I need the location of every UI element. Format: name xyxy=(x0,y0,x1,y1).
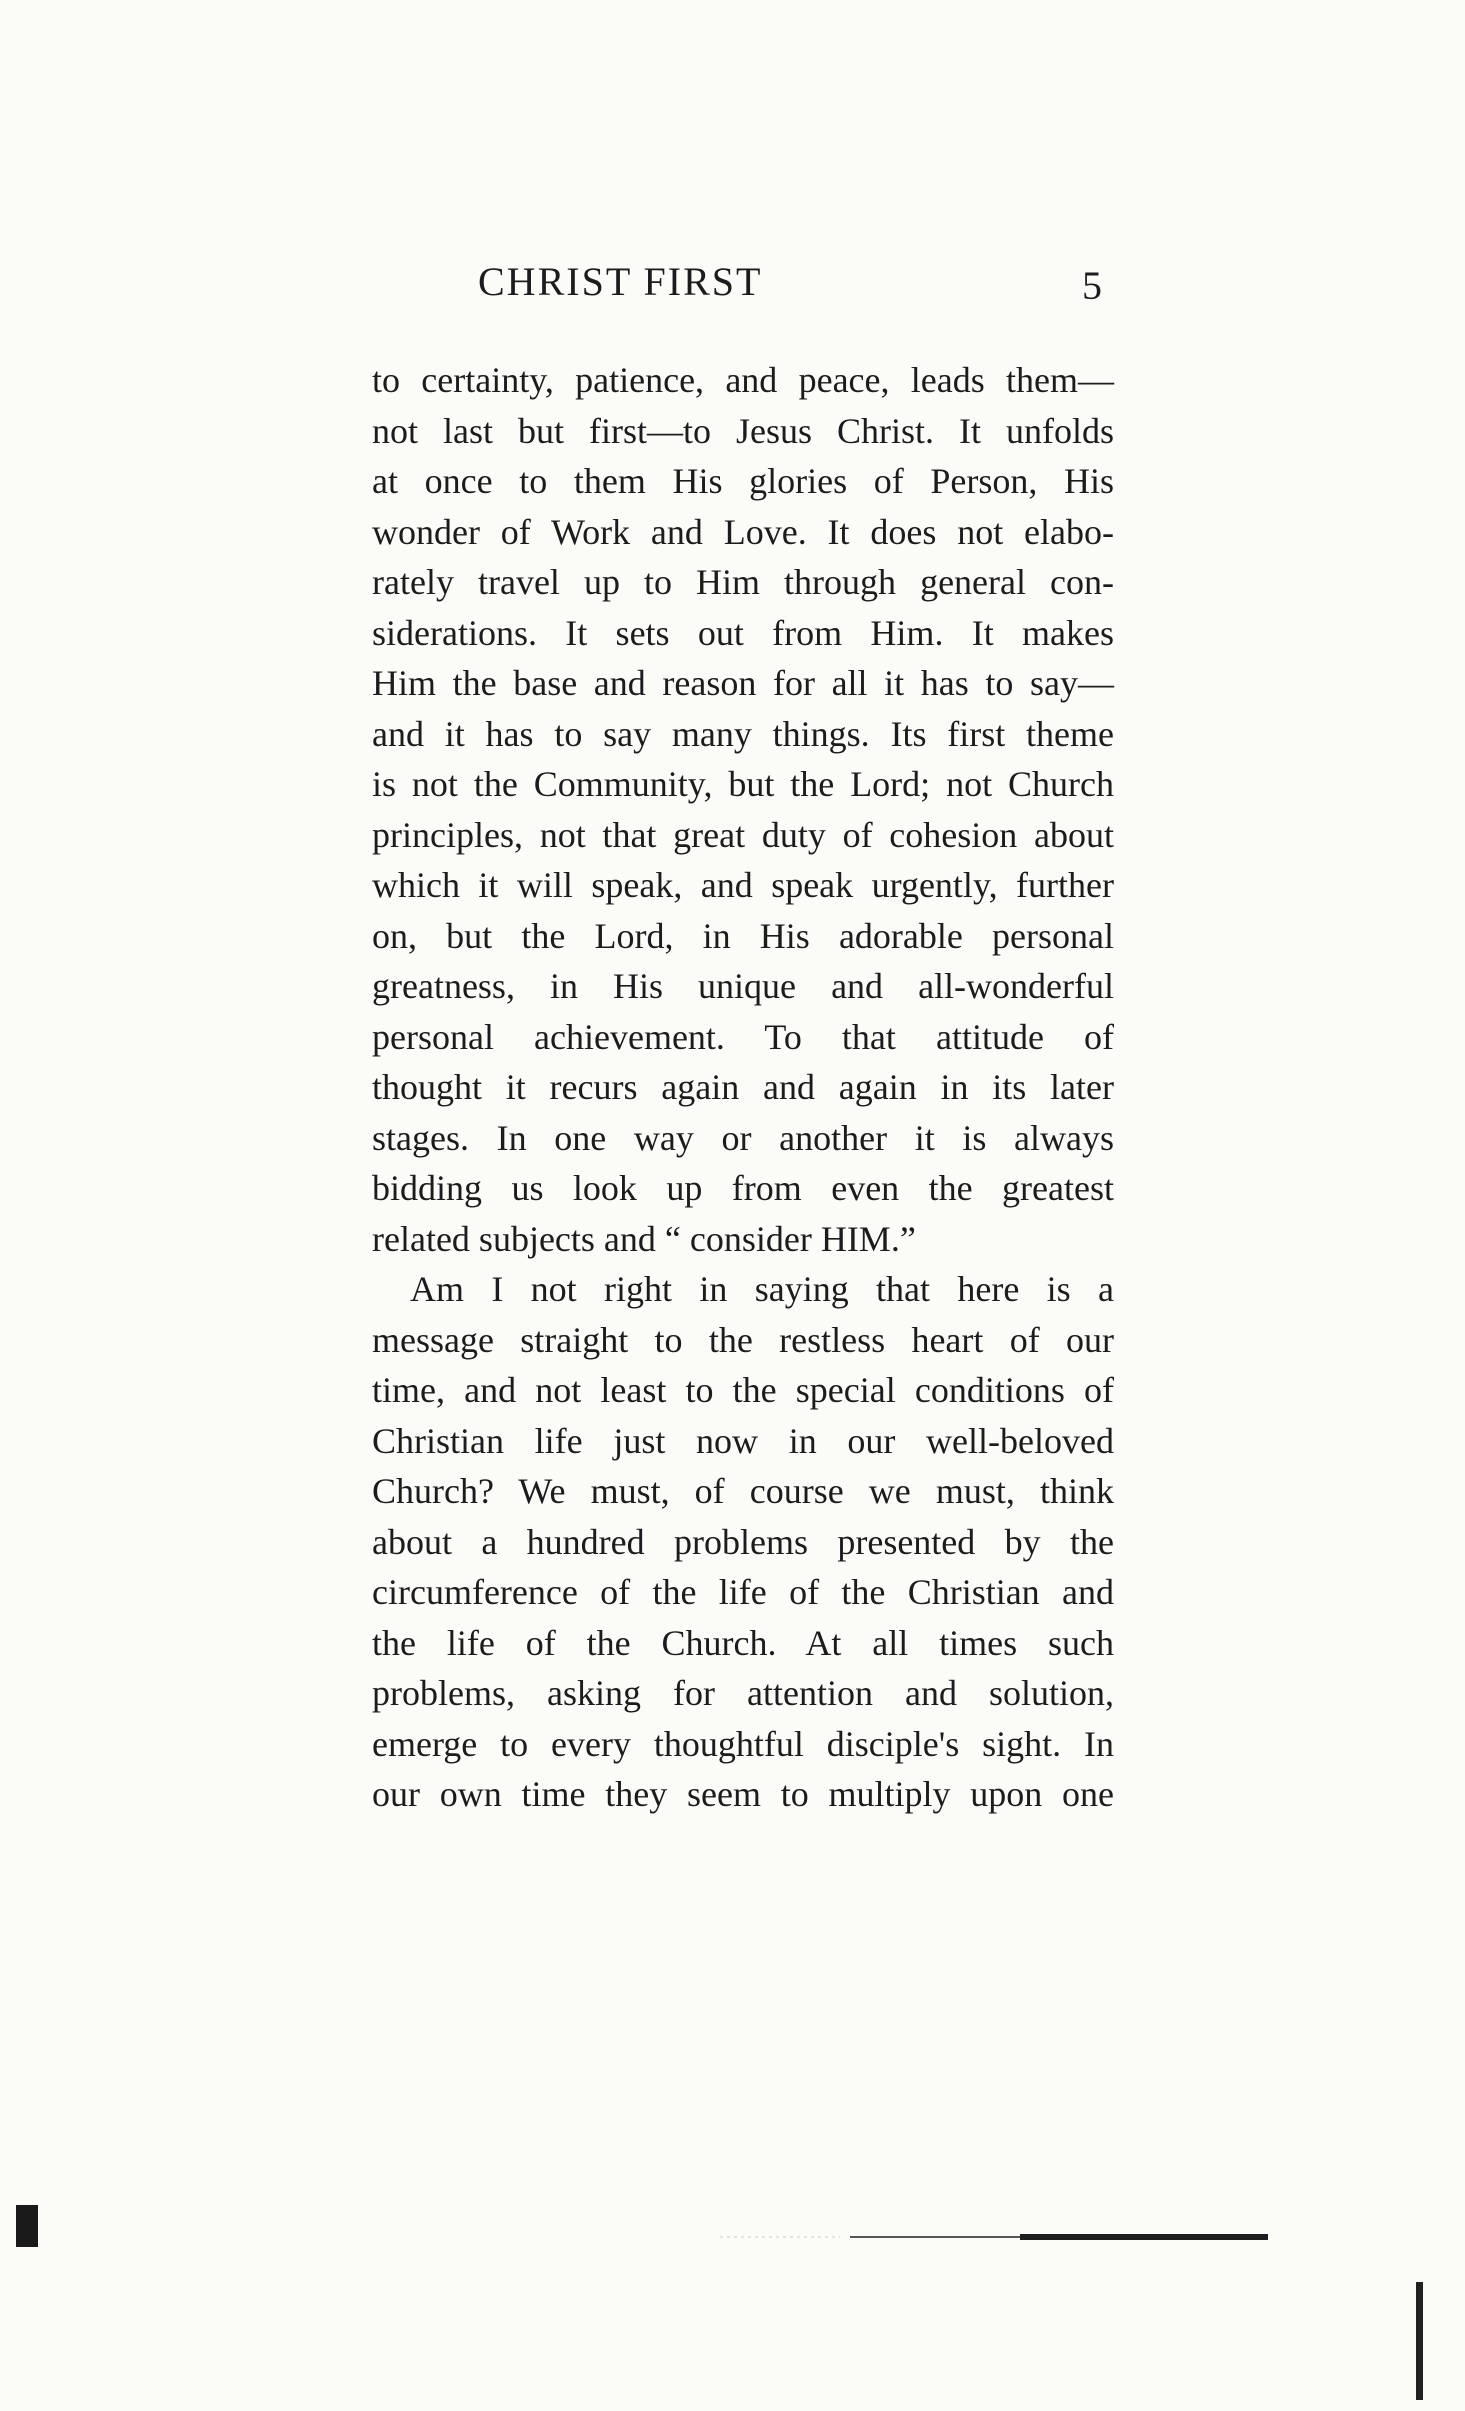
right-margin-bar xyxy=(1416,2282,1423,2400)
text-line: at once to them His glories of Person, His xyxy=(372,461,1114,501)
page-number: 5 xyxy=(1082,263,1102,308)
text-line: to certainty, patience, and peace, leads them— xyxy=(372,360,1114,400)
text-line: circumference of the life of the Christian and xyxy=(372,1572,1114,1612)
text-line: Christian life just now in our well-beloved xyxy=(372,1420,1114,1461)
text-block xyxy=(372,355,1114,1820)
text-line: message straight to the restless heart of our xyxy=(372,1319,1114,1360)
text-line: thought it recurs again and again in its later xyxy=(372,1067,1114,1107)
bottom-rule xyxy=(720,2232,1268,2242)
text-line: stages. In one way or another it is always xyxy=(372,1117,1114,1158)
text-line: personal achievement. To that attitude of xyxy=(372,1016,1114,1057)
text-line: Church? We must, of course we must, think xyxy=(372,1471,1114,1511)
text-line: bidding us look up from even the greatest xyxy=(372,1168,1114,1208)
text-line: the life of the Church. At all times such xyxy=(372,1622,1114,1663)
text-line: rately travel up to Him through general con- xyxy=(372,562,1114,602)
text-line: our own time they seem to multiply upon one xyxy=(372,1774,1114,1814)
text-line: Am I not right in saying that here is a xyxy=(410,1269,1114,1309)
text-line: wonder of Work and Love. It does not elabo- xyxy=(372,511,1114,552)
text-line: problems, asking for attention and solution, xyxy=(372,1673,1114,1713)
text-line: is not the Community, but the Lord; not Church xyxy=(372,764,1114,804)
running-head: CHRIST FIRST xyxy=(478,259,763,304)
text-line: time, and not least to the special conditions of xyxy=(372,1370,1114,1410)
text-line: principles, not that great duty of cohesion about xyxy=(372,814,1114,855)
text-line: siderations. It sets out from Him. It makes xyxy=(372,612,1114,653)
text-line: not last but first—to Jesus Christ. It unfolds xyxy=(372,410,1114,451)
text-line: on, but the Lord, in His adorable personal xyxy=(372,915,1114,956)
text-line: about a hundred problems presented by the xyxy=(372,1521,1114,1562)
text-line: related subjects and “ consider HIM.” xyxy=(372,1218,916,1259)
scan-edge-mark xyxy=(16,2205,38,2247)
text-line: Him the base and reason for all it has to say— xyxy=(372,663,1114,703)
text-line: greatness, in His unique and all-wonderful xyxy=(372,966,1114,1006)
text-line: which it will speak, and speak urgently, further xyxy=(372,865,1114,905)
text-line: and it has to say many things. Its first theme xyxy=(372,713,1114,754)
text-line: emerge to every thoughtful disciple's sight. In xyxy=(372,1723,1114,1764)
